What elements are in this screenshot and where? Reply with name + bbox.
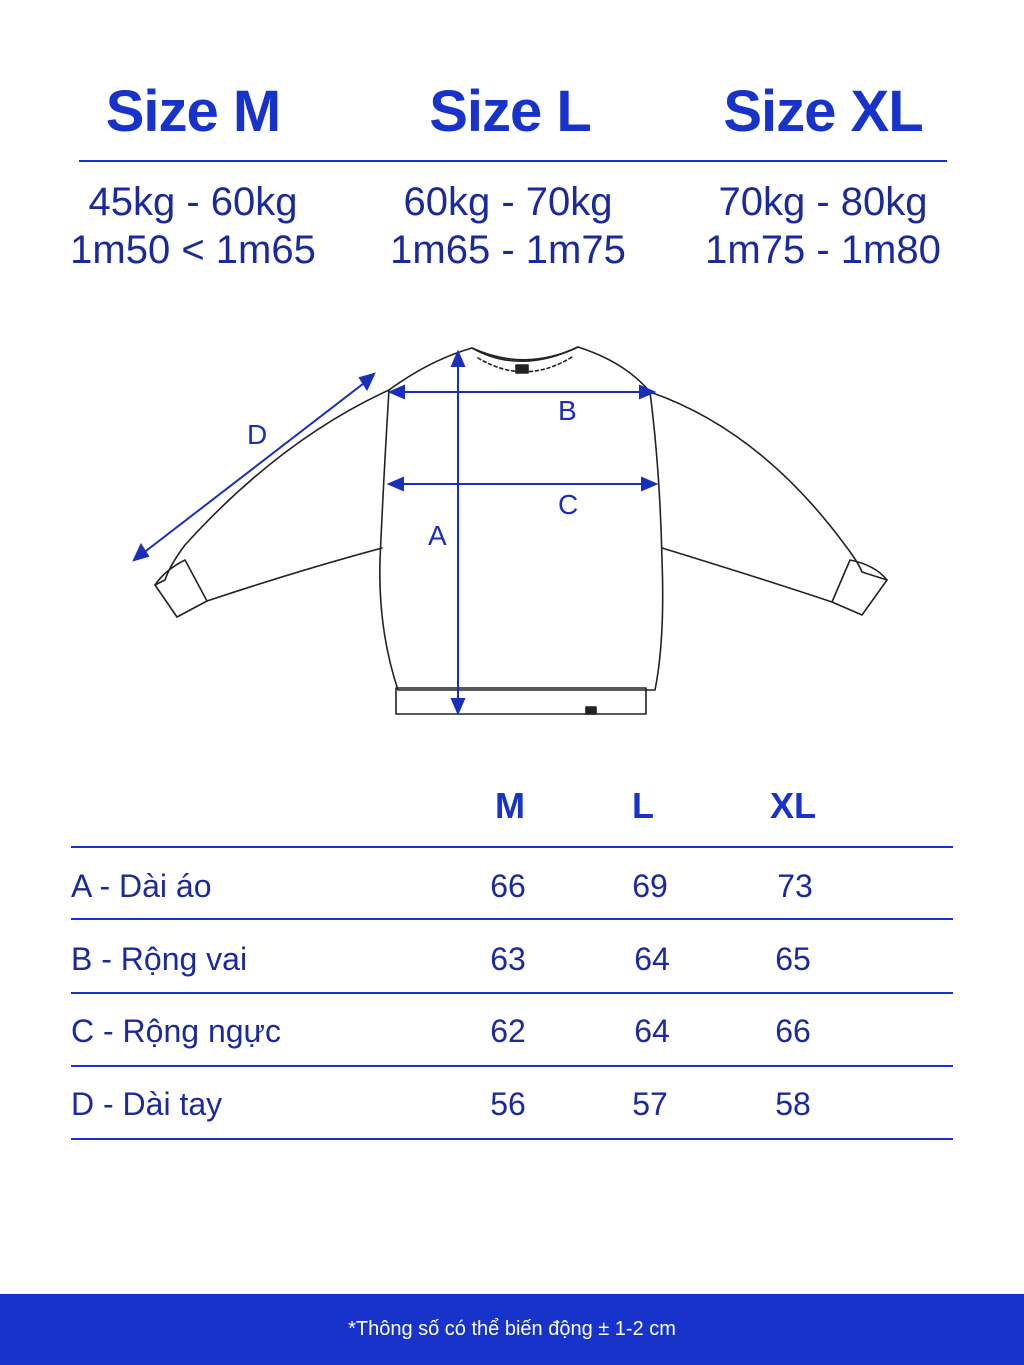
size-xl-title: Size XL — [723, 79, 923, 144]
cell-b-m: 63 — [490, 941, 526, 977]
shirt-neck-tag — [516, 365, 528, 373]
cell-a-m: 66 — [490, 868, 526, 904]
size-l-info — [348, 178, 668, 274]
cell-a-l: 69 — [632, 868, 668, 904]
table-line-1 — [71, 918, 953, 920]
row-label-c: C - Rộng ngực — [71, 1013, 281, 1049]
header-divider — [79, 160, 947, 162]
size-m-info — [33, 178, 353, 274]
size-xl-info — [663, 178, 983, 274]
cell-d-l: 57 — [632, 1086, 668, 1122]
row-label-b: B - Rộng vai — [71, 941, 248, 977]
label-b: B — [558, 395, 577, 426]
row-label-d: D - Dài tay — [71, 1086, 223, 1122]
size-l-title: Size L — [429, 79, 591, 144]
measure-d-line — [142, 380, 368, 554]
measure-c-arrow-left — [389, 478, 403, 490]
shirt-body-outline — [380, 347, 663, 690]
label-a: A — [428, 520, 447, 551]
size-l-weight: 60kg - 70kg — [403, 180, 613, 224]
label-c: C — [558, 489, 579, 520]
sweatshirt-diagram — [0, 320, 1024, 740]
size-xl-weight: 70kg - 80kg — [718, 180, 928, 224]
cell-c-l: 64 — [634, 1013, 670, 1049]
shirt-label-tag — [586, 707, 596, 714]
col-head-xl: XL — [769, 785, 816, 826]
label-d: D — [247, 419, 268, 450]
table-line-3 — [71, 1065, 953, 1067]
cell-b-xl: 65 — [775, 941, 811, 977]
cell-d-xl: 58 — [775, 1086, 811, 1122]
table-line-2 — [71, 992, 953, 994]
col-head-m: M — [495, 785, 525, 826]
row-label-a: A - Dài áo — [71, 868, 212, 904]
measure-c-arrow-right — [642, 478, 656, 490]
cell-c-xl: 66 — [775, 1013, 811, 1049]
size-xl-height: 1m75 - 1m80 — [705, 228, 941, 272]
footer-note: *Thông số có thể biến động ± 1-2 cm — [348, 1318, 676, 1340]
footer-bar — [0, 1294, 1024, 1365]
measure-d-arrow-top — [360, 374, 374, 389]
cell-c-m: 62 — [490, 1013, 526, 1049]
cell-a-xl: 73 — [777, 868, 813, 904]
size-l-height: 1m65 - 1m75 — [390, 228, 626, 272]
measure-a-arrow-bottom — [452, 699, 464, 713]
left-sleeve — [155, 390, 389, 617]
cell-d-m: 56 — [490, 1086, 526, 1122]
table-line-4 — [71, 1138, 953, 1140]
shirt-hem-band — [396, 688, 646, 714]
size-m-title: Size M — [105, 79, 281, 144]
table-line-0 — [71, 846, 953, 848]
size-m-height: 1m50 < 1m65 — [70, 228, 316, 272]
right-sleeve — [650, 392, 887, 615]
size-m-weight: 45kg - 60kg — [88, 180, 298, 224]
col-head-l: L — [632, 785, 654, 826]
cell-b-l: 64 — [634, 941, 670, 977]
shirt-collar — [472, 347, 578, 360]
measure-d-arrow-bottom — [134, 545, 148, 560]
